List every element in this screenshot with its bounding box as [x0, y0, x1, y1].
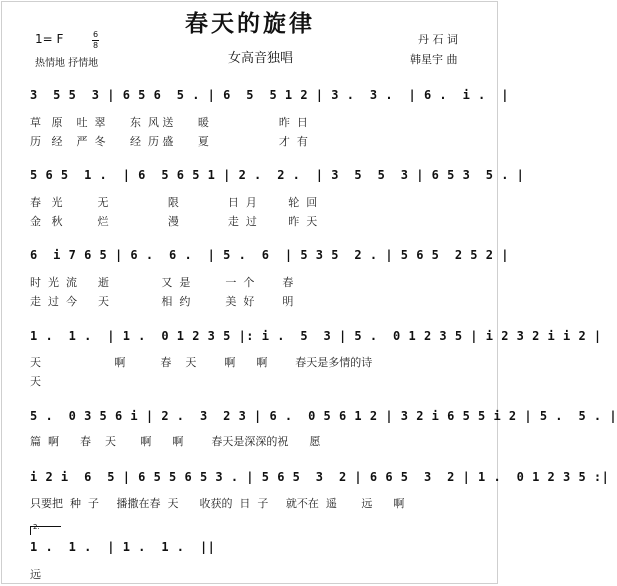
lyric-row-2-verse-2: 金 秋 烂 漫 走 过 昨 天 [30, 215, 318, 228]
lyric-row-2-verse-1: 春 光 无 限 日 月 轮 回 [30, 196, 318, 209]
expression-marking: 热情地 抒情地 [35, 58, 99, 69]
lyricist-credit: 丹 石 词 [418, 33, 458, 46]
second-ending-number: 2. [33, 523, 40, 531]
composer-credit: 韩星宇 曲 [410, 53, 458, 66]
notation-row-3: 6 i 7 6 5 | 6 . 6 . | 5 . 6 | 5 3 5 2 . | 5 6 5 2 5 2 | [30, 248, 509, 262]
notation-row-2: 5 6 5 1 . | 6 5 6 5 1 | 2 . 2 . | 3 5 5 3 | 6 5 3 5 . | [30, 168, 525, 182]
notation-row-5: 5 . 0 3 5 6 i | 2 . 3 2 3 | 6 . 0 5 6 1 2 | 3 2 i 6 5 5 i 2 | 5 . 5 . | [30, 409, 617, 423]
lyric-row-4-verse-2: 天 [30, 375, 41, 388]
lyric-row-1-verse-2: 历 经 严 冬 经 历 盛 夏 才 有 [30, 135, 308, 148]
lyric-row-3-verse-1: 时 光 流 逝 又 是 一 个 春 [30, 276, 294, 289]
notation-row-1: 3 5 5 3 | 6 5 6 5 . | 6 5 5 1 2 | 3 . 3 . | 6 . i . | [30, 88, 509, 102]
notation-row-6: i 2 i 6 5 | 6 5 5 6 5 3 . | 5 6 5 3 2 | 6 6 5 3 2 | 1 . 0 1 2 3 5 :| [30, 470, 610, 484]
performance-note: 女高音独唱 [228, 51, 294, 66]
lyric-row-7: 远 [30, 568, 41, 581]
lyric-row-4-verse-1: 天 啊 春 天 啊 啊 春天是多情的诗 [30, 356, 373, 369]
notation-row-4: 1 . 1 . | 1 . 0 1 2 3 5 |: i . 5 3 | 5 . 0 1 2 3 5 | i 2 3 2 i i 2 | [30, 329, 602, 343]
time-signature [92, 31, 99, 50]
lyric-row-5: 篇 啊 春 天 啊 啊 春天是深深的祝 愿 [30, 435, 321, 448]
lyric-row-1-verse-1: 草 原 吐 翠 东 风 送 暖 昨 日 [30, 116, 308, 129]
key-signature: 1= F [35, 32, 64, 46]
notation-row-7: 1 . 1 . | 1 . 1 . || [30, 540, 216, 554]
lyric-row-3-verse-2: 走 过 今 天 相 约 美 好 明 [30, 295, 294, 308]
lyric-row-6: 只要把 种 子 播撒在春 天 收获的 日 子 就不在 遥 远 啊 [30, 497, 405, 510]
song-title: 春天的旋律 [185, 10, 315, 37]
time-bottom: 8 [92, 41, 99, 50]
time-top: 6 [92, 30, 99, 39]
